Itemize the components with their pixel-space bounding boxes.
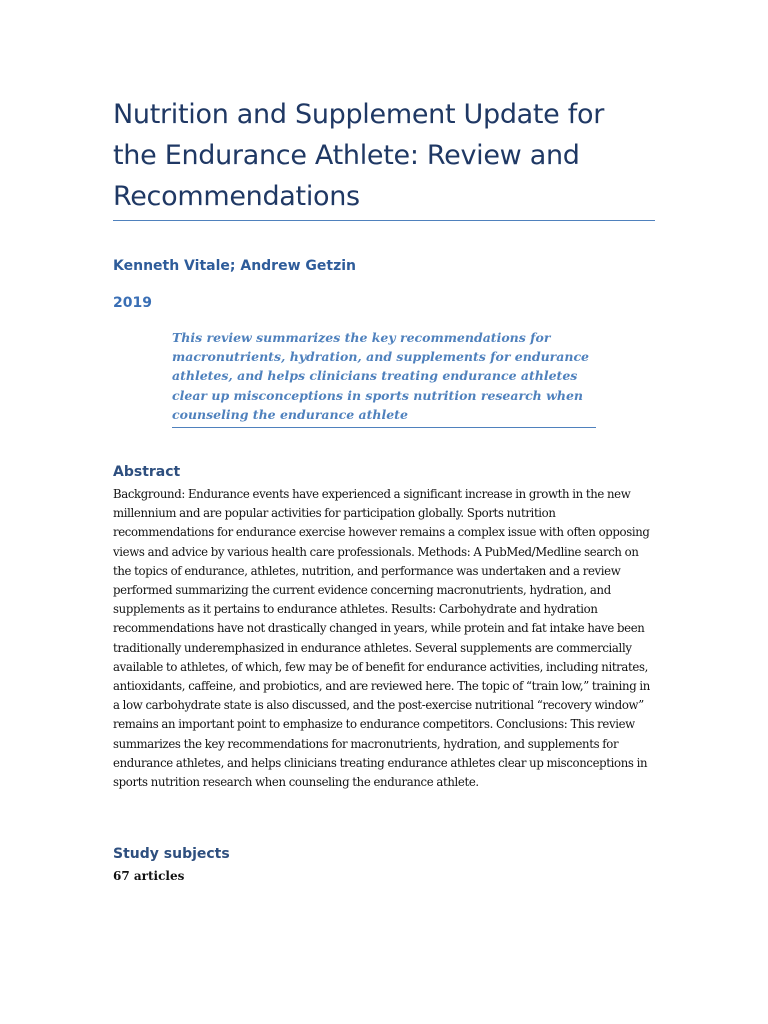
abstract-text: Background: Endurance events have experienced a significant increase in growth in the new millennium and are popular activities for participation globally. Sports nutrition recommendations for endurance exercise however remains a complex issue with often opposing views and advice by various health care professionals. Methods: A PubMed/Medline search on the topics of endurance, athletes, nutrition, and performance was undertaken and a review performed summarizing the current evidence concerning macronutrients, hydration, and supplements as it pertains to endurance athletes. Results: Carbohydrate and hydration recommendations have not drastically changed in years, while protein and fat intake have been traditionally underemphasized in endurance athletes. Several supplements are commercially available to athletes, of which, few may be of benefit for endurance activities, including nitrates, antioxidants, caffeine, and probiotics, and are reviewed here. The topic of “train low,” training in a low carbohydrate state is also discussed, and the post-exercise nutritional “recovery window” remains an important point to emphasize to endurance competitors. Conclusions: This review summarizes the key recommendations for macronutrients, hydration, and supplements for endurance athletes, and helps clinicians treating endurance athletes clear up misconceptions in sports nutrition research when counseling the endurance athlete.	[113, 487, 650, 790]
abstract-heading: Abstract	[113, 464, 181, 480]
paper-title: Nutrition and Supplement Update for the Endurance Athlete: Review and Recommendations	[113, 99, 605, 212]
publication-year: 2019	[113, 295, 152, 311]
title-divider	[113, 220, 655, 221]
summary-quote: This review summarizes the key recommendations for macronutrients, hydration, and supplements for endurance athletes, and helps clinicians treating endurance athletes clear up misconceptions in sports nutrition research when counseling the endurance athlete	[172, 330, 590, 422]
study-subjects-heading: Study subjects	[113, 846, 230, 862]
study-subjects-value: 67 articles	[113, 869, 185, 883]
paper-authors: Kenneth Vitale; Andrew Getzin	[113, 258, 356, 274]
quote-divider	[172, 427, 596, 428]
